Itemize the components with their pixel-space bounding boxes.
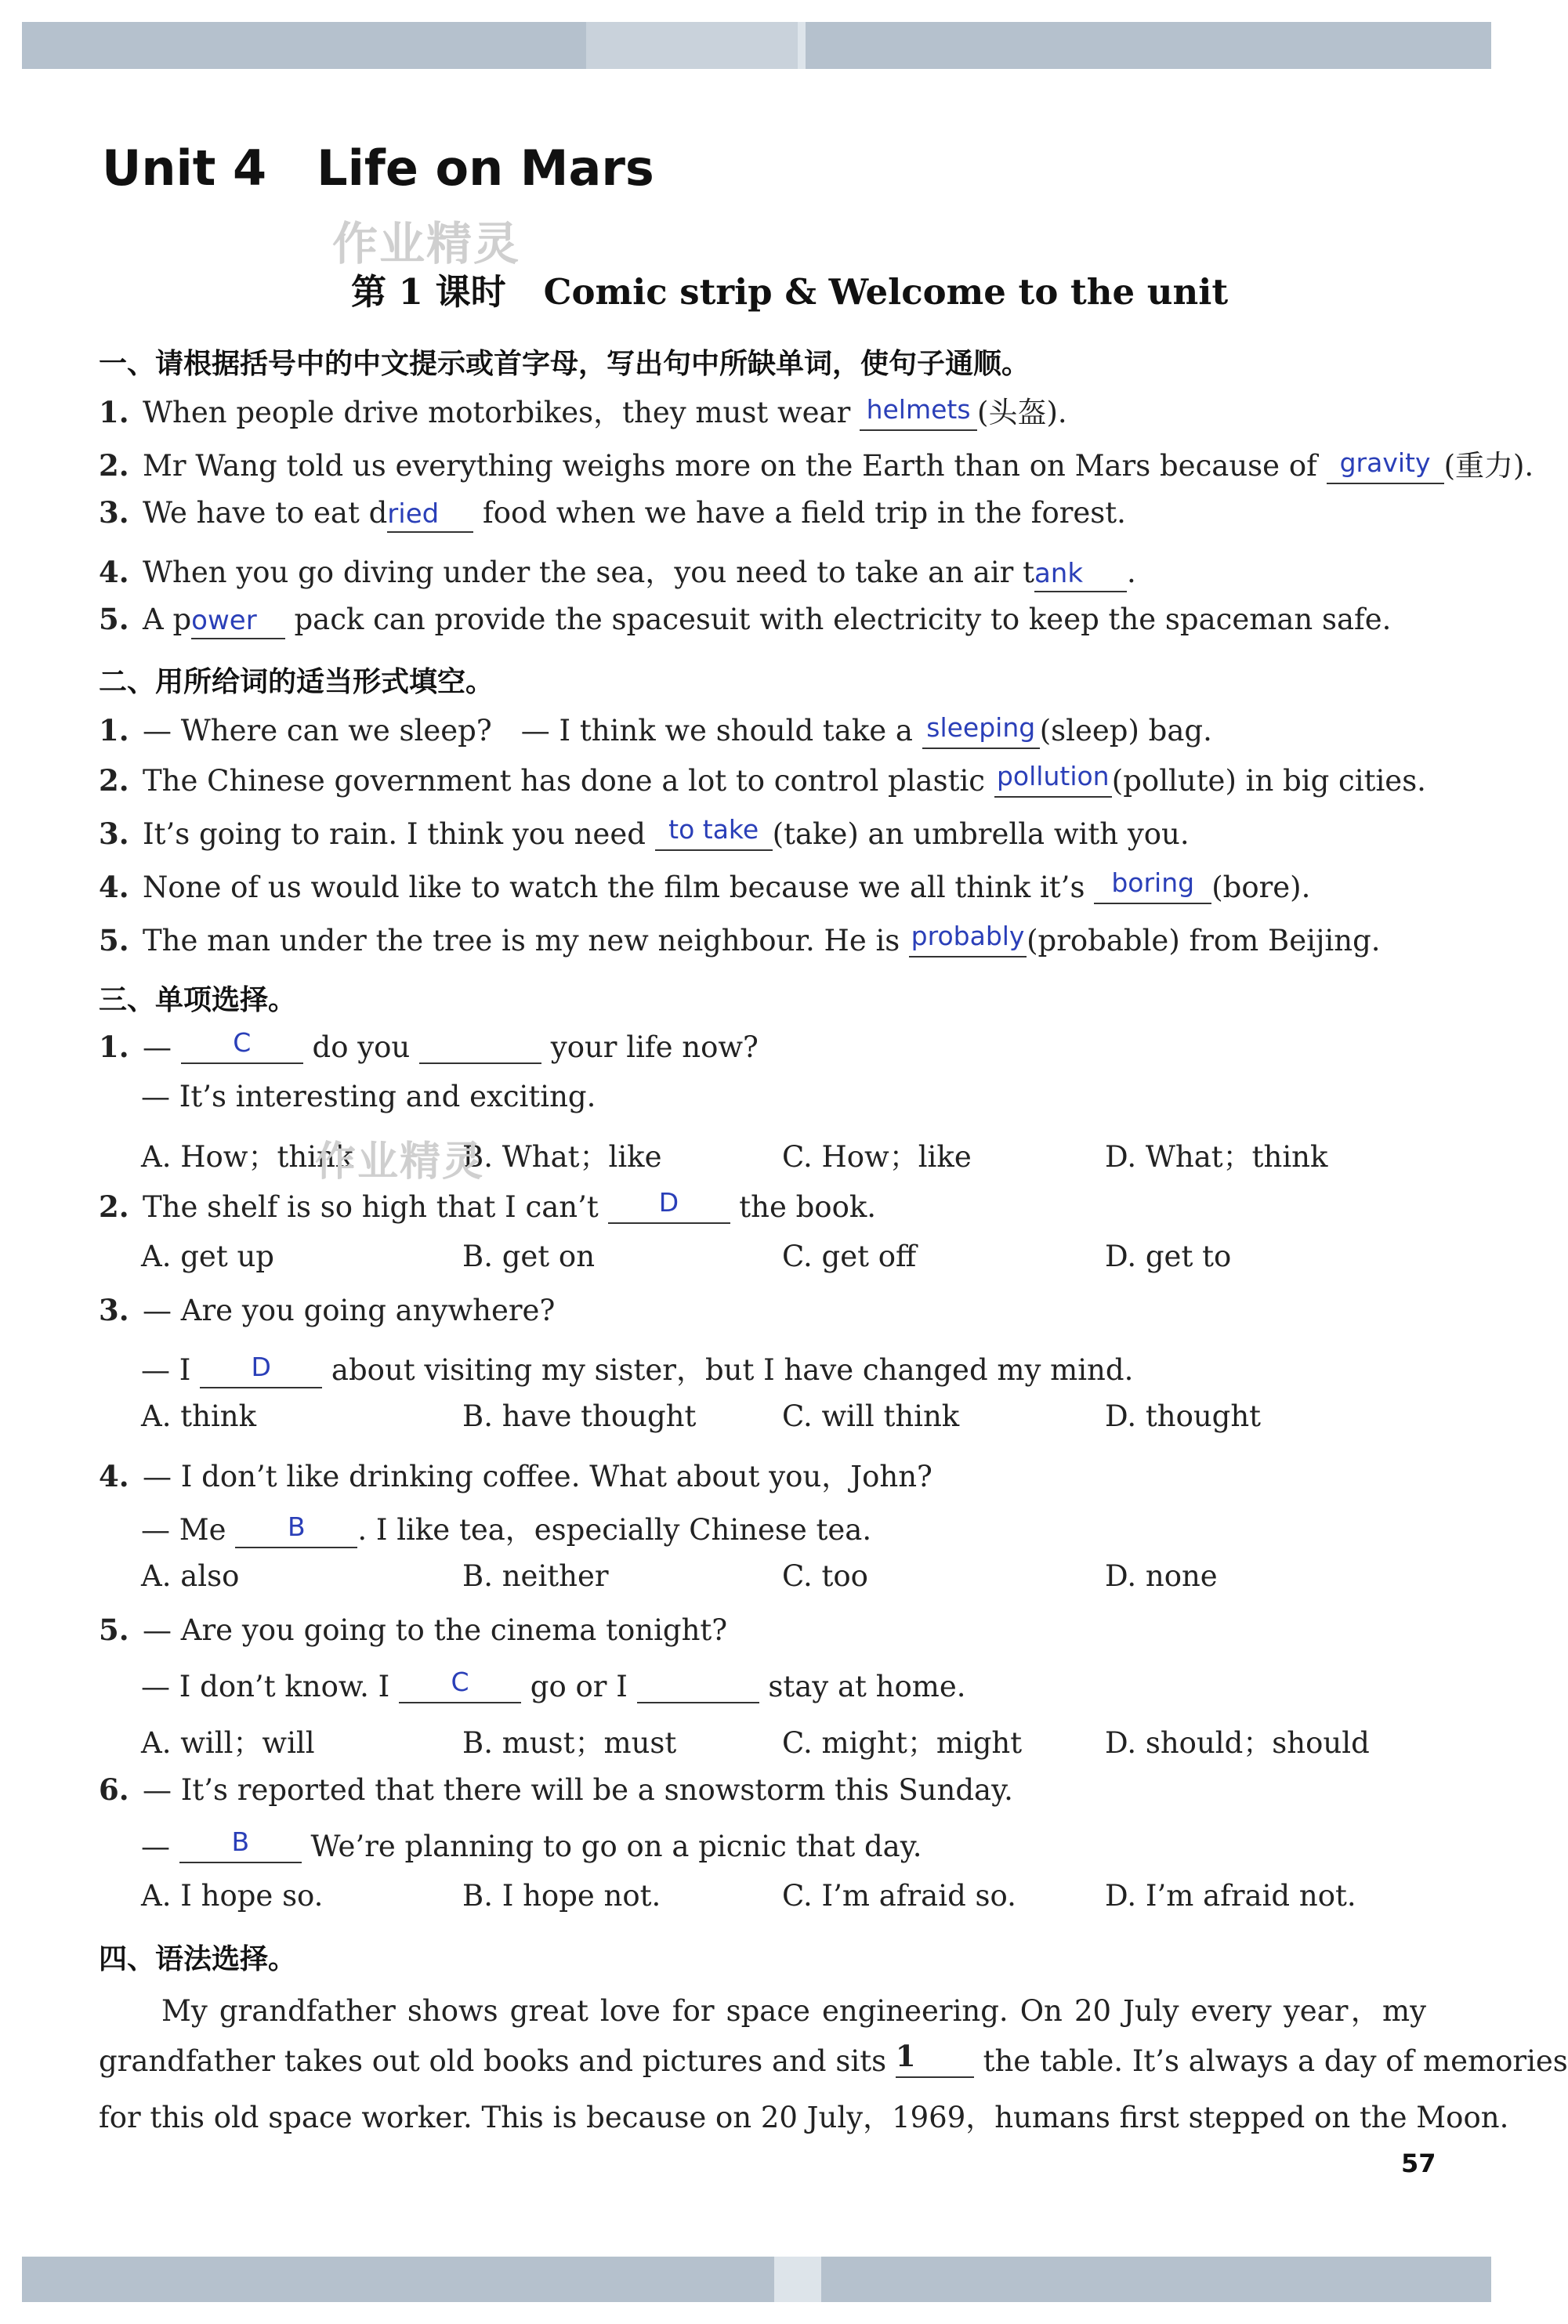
s3-q2: 2. The shelf is so high that I can’t D the book. <box>99 1187 877 1224</box>
passage-line-3: for this old space worker. This is because on 20 July，1969，humans first stepped on the Moon. <box>99 2101 1509 2134</box>
s3-q1-opt-a[interactable]: A. How；think <box>141 1140 353 1174</box>
s2-blank-5[interactable]: probably <box>909 920 1027 957</box>
s3-q6-reply: — B We’re planning to go on a picnic that day. <box>141 1826 922 1863</box>
s2-blank-1[interactable]: sleeping <box>922 711 1040 749</box>
unit-title <box>102 139 654 197</box>
s3-q3-opt-a[interactable]: A. think <box>141 1399 257 1433</box>
s2-item-5: 5. The man under the tree is my new neighbour. He is probably(probable) from Beijing. <box>99 921 1381 957</box>
s1-blank-4[interactable]: ank <box>1034 556 1127 592</box>
passage-line-1: My grandfather shows great love for space engineering. On 20 July every year，my <box>161 1994 1426 2028</box>
s3-q5-opt-c[interactable]: C. might；might <box>782 1726 1023 1760</box>
s1-item-5: 5. A power pack can provide the spacesuit with electricity to keep the spaceman safe. <box>99 602 1391 639</box>
s3-q6-blank[interactable]: B <box>179 1826 302 1863</box>
s3-q2-blank[interactable]: D <box>608 1186 730 1224</box>
s3-q4-opt-c[interactable]: C. too <box>782 1559 868 1593</box>
s1-item-1: 1. When people drive motorbikes，they must wear helmets (头盔). <box>99 394 1067 429</box>
page-number: 57 <box>1401 2148 1436 2178</box>
s1-blank-3[interactable]: ried <box>387 496 473 533</box>
s3-q6-opt-d[interactable]: D. I’m afraid not. <box>1105 1879 1356 1913</box>
section4-heading: 四、语法选择。 <box>99 1943 297 1975</box>
s3-q2-opt-b[interactable]: B. get on <box>462 1240 596 1273</box>
s2-item-3: 3. It’s going to rain. I think you need to take (take) an umbrella with you. <box>99 814 1190 851</box>
s3-q5-blank[interactable]: C <box>399 1666 521 1703</box>
s2-blank-4[interactable]: boring <box>1094 867 1211 904</box>
s3-q5-reply: — I don’t know. I C go or I stay at home. <box>141 1667 966 1703</box>
unit-name: Life on Mars <box>317 139 654 197</box>
s3-q2-opt-d[interactable]: D. get to <box>1105 1240 1232 1273</box>
s3-q3-reply: — I D about visiting my sister，but I have changed my mind. <box>141 1352 1134 1387</box>
s3-q3-opt-d[interactable]: D. thought <box>1105 1399 1262 1433</box>
s3-q3: 3. — Are you going anywhere? <box>99 1293 556 1327</box>
s3-q4-opt-b[interactable]: B. neither <box>462 1559 609 1593</box>
section2-heading: 二、用所给词的适当形式填空。 <box>99 666 494 698</box>
s3-q2-opt-c[interactable]: C. get off <box>782 1240 917 1273</box>
s3-q4-blank[interactable]: B <box>235 1511 357 1548</box>
section1-heading: 一、请根据括号中的中文提示或首字母，写出句中所缺单词，使句子通顺。 <box>99 348 1030 380</box>
s2-item-1: 1. — Where can we sleep? — I think we should take a sleeping (sleep) bag. <box>99 712 1212 748</box>
s3-q6-opt-c[interactable]: C. I’m afraid so. <box>782 1879 1016 1913</box>
lesson-name: Comic strip & Welcome to the unit <box>543 271 1229 313</box>
s3-q1-blank-2[interactable] <box>419 1026 541 1064</box>
watermark-2: 作业精灵 <box>315 1138 485 1186</box>
s3-q4-opt-a[interactable]: A. also <box>141 1559 240 1593</box>
s1-blank-5[interactable]: ower <box>191 603 285 639</box>
bottom-scan-band <box>22 2257 1491 2302</box>
lesson-title <box>351 263 1228 314</box>
s3-q5-opt-d[interactable]: D. should；should <box>1105 1726 1370 1760</box>
s3-q1: 1. — C do you your life now? <box>99 1027 759 1064</box>
s1-item-4: 4. When you go diving under the sea，you need to take an air tank . <box>99 548 1136 592</box>
s3-q1-opt-b[interactable]: B. What；like <box>462 1140 662 1174</box>
s1-blank-2[interactable]: gravity <box>1327 447 1444 484</box>
s2-item-2: 2. The Chinese government has done a lot to control plastic pollution(pollute) in big cities. <box>99 761 1426 798</box>
s3-q5-opt-a[interactable]: A. will；will <box>141 1726 315 1760</box>
unit-label: Unit 4 <box>102 139 267 197</box>
s3-q6-opt-b[interactable]: B. I hope not. <box>462 1879 661 1913</box>
section3-heading: 三、单项选择。 <box>99 984 297 1016</box>
s2-blank-3[interactable]: to take <box>655 813 773 851</box>
s1-item-2: 2. Mr Wang told us everything weighs more on the Earth than on Mars because of gravity (重力). <box>99 447 1534 483</box>
s3-q1-blank[interactable]: C <box>181 1026 303 1064</box>
s3-q1-opt-c[interactable]: C. How；like <box>782 1140 972 1174</box>
lesson-label: 第 1 课时 <box>351 271 506 313</box>
watermark: 作业精灵 <box>332 217 521 270</box>
s3-q6-opt-a[interactable]: A. I hope so. <box>141 1879 324 1913</box>
s1-item-3: 3. We have to eat dried food when we have a field trip in the forest. <box>99 495 1126 533</box>
grammar-passage <box>99 1987 1568 2147</box>
s3-q4-opt-d[interactable]: D. none <box>1105 1559 1218 1593</box>
s3-q3-blank[interactable]: D <box>200 1351 322 1388</box>
top-scan-band <box>22 22 1491 69</box>
s2-item-4: 4. None of us would like to watch the film because we all think it’s boring (bore). <box>99 867 1311 904</box>
s3-q4: 4. — I don’t like drinking coffee. What about you，John? <box>99 1459 932 1493</box>
s3-q5-opt-b[interactable]: B. must；must <box>462 1726 677 1760</box>
s3-q3-opt-c[interactable]: C. will think <box>782 1399 960 1433</box>
s1-blank-1[interactable]: helmets <box>860 393 977 431</box>
s3-q5-blank-2[interactable] <box>637 1666 759 1703</box>
s2-blank-2[interactable]: pollution <box>994 760 1112 798</box>
s3-q1-opt-d[interactable]: D. What；think <box>1105 1140 1328 1174</box>
passage-line-2: grandfather takes out old books and pictures and sits 1 the table. It’s always a day of memories <box>99 2039 1568 2078</box>
s3-q6: 6. — It’s reported that there will be a snowstorm this Sunday. <box>99 1772 1013 1807</box>
s3-q3-opt-b[interactable]: B. have thought <box>462 1399 697 1433</box>
s3-q1-reply: — It’s interesting and exciting. <box>141 1080 596 1113</box>
passage-blank-1[interactable]: 1 <box>896 2040 974 2078</box>
s3-q4-reply: — Me B . I like tea，especially Chinese tea. <box>141 1511 872 1547</box>
s3-q2-opt-a[interactable]: A. get up <box>141 1240 274 1273</box>
s3-q5: 5. — Are you going to the cinema tonight? <box>99 1613 728 1647</box>
